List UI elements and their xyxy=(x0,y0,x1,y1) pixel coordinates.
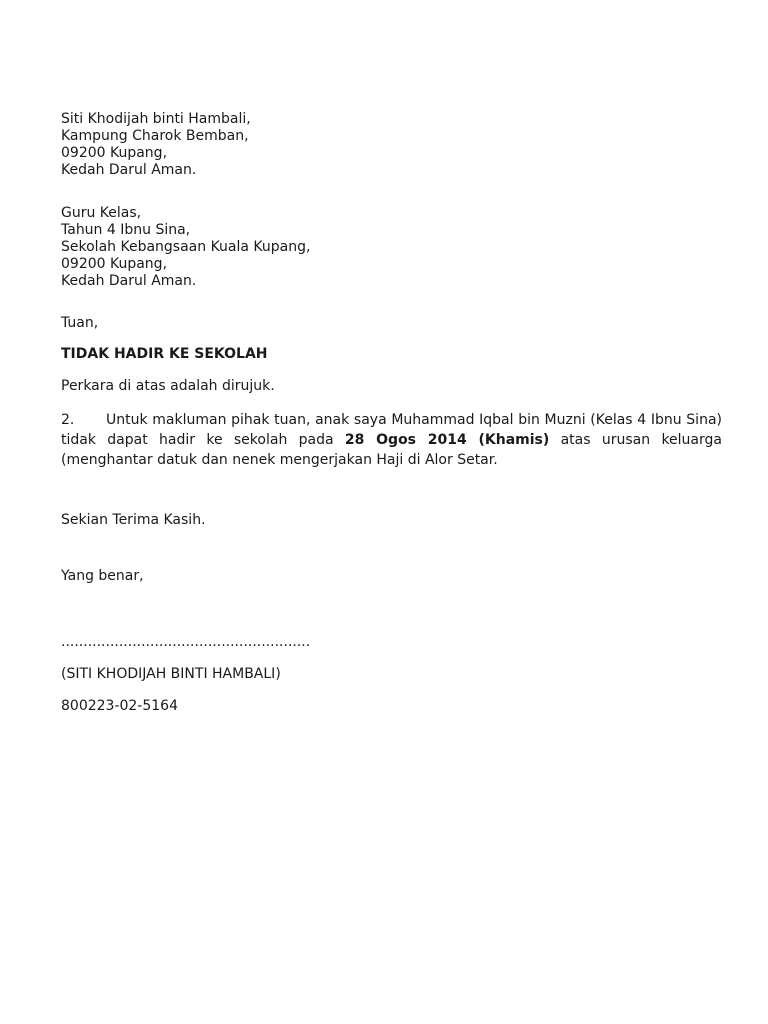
body-paragraph xyxy=(61,410,722,470)
recipient-line: Sekolah Kebangsaan Kuala Kupang, xyxy=(61,239,311,255)
signer-name: (SITI KHODIJAH BINTI HAMBALI) xyxy=(61,666,281,682)
paragraph-number: 2. xyxy=(61,412,75,428)
recipient-line: Tahun 4 Ibnu Sina, xyxy=(61,222,191,238)
recipient-line: Guru Kelas, xyxy=(61,205,142,221)
salutation: Tuan, xyxy=(61,315,99,331)
paragraph-text: Untuk makluman pihak tuan, anak saya Muhammad Iqbal bin Muzni (Kelas 4 Ibnu Sina) tidak dapat hadir ke sekolah pada xyxy=(61,412,722,448)
closing-line: Sekian Terima Kasih. xyxy=(61,512,206,528)
sender-address-line: 09200 Kupang, xyxy=(61,145,168,161)
letter-page xyxy=(61,111,722,715)
recipient-line: Kedah Darul Aman. xyxy=(61,273,197,289)
signer-ic-number: 800223-02-5164 xyxy=(61,698,178,714)
signature-line: ........................................................ xyxy=(61,634,311,650)
recipient-line: 09200 Kupang, xyxy=(61,256,168,272)
sender-address xyxy=(61,111,722,179)
sender-address-line: Kedah Darul Aman. xyxy=(61,162,197,178)
sender-name: Siti Khodijah binti Hambali, xyxy=(61,111,251,127)
recipient-address xyxy=(61,205,722,290)
letter-subject: TIDAK HADIR KE SEKOLAH xyxy=(61,346,268,362)
absence-date: 28 Ogos 2014 (Khamis) xyxy=(344,432,550,448)
sender-address-line: Kampung Charok Bemban, xyxy=(61,128,249,144)
reference-line: Perkara di atas adalah dirujuk. xyxy=(61,378,275,394)
paragraph-text-end: atas urusan keluarga (menghantar datuk dan nenek mengerjakan Haji di Alor Setar. xyxy=(61,432,722,468)
sign-off: Yang benar, xyxy=(61,568,144,584)
